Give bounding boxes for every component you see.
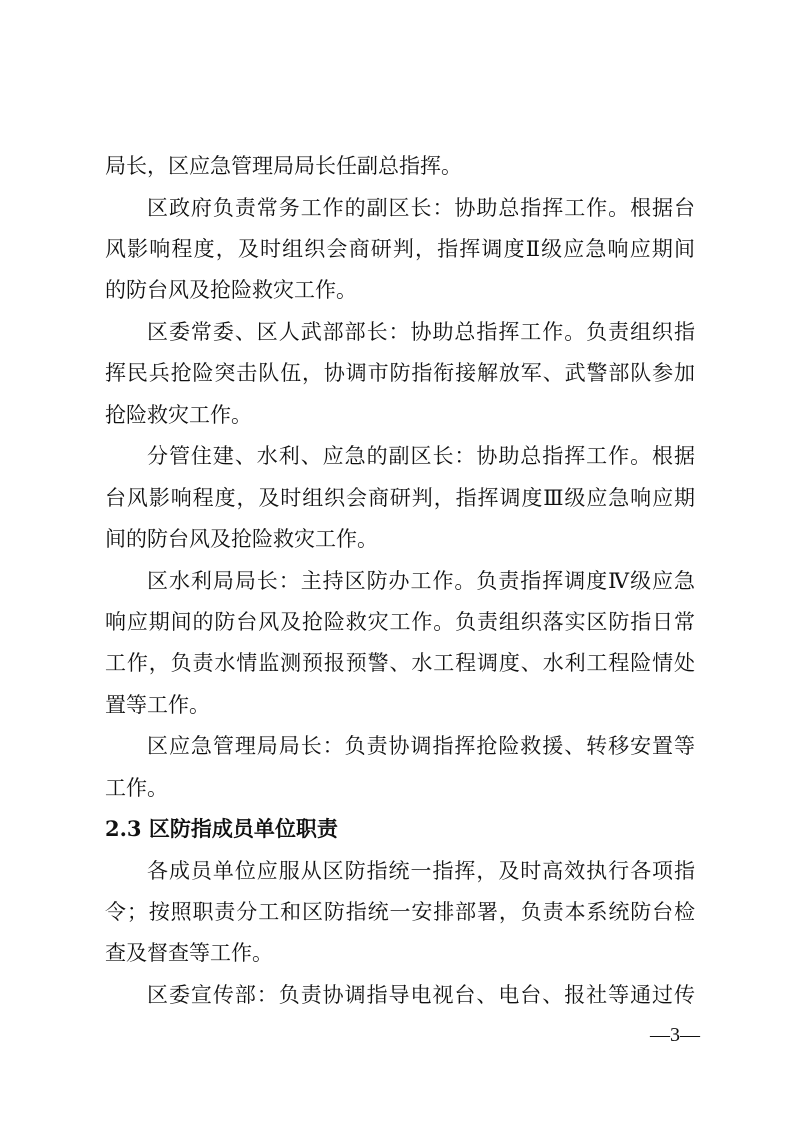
page-number: —3— (650, 1024, 700, 1046)
paragraph-line: 挥民兵抢险突击队伍，协调市防指衔接解放军、武警部队参加 (105, 361, 695, 385)
paragraph-line: 查及督查等工作。 (105, 941, 273, 965)
paragraph-line: 区水利局局长：主持区防办工作。负责指挥调度Ⅳ级应急 (147, 569, 695, 593)
paragraph-line: 风影响程度，及时组织会商研判，指挥调度Ⅱ级应急响应期间 (105, 237, 695, 261)
paragraph-line: 区应急管理局局长：负责协调指挥抢险救援、转移安置等 (147, 734, 695, 758)
paragraph-line: 局长，区应急管理局局长任副总指挥。 (105, 154, 462, 178)
paragraph-line: 分管住建、水利、应急的副区长：协助总指挥工作。根据 (147, 444, 695, 468)
paragraph-line: 抢险救灾工作。 (105, 403, 252, 427)
paragraph-line: 区委常委、区人武部部长：协助总指挥工作。负责组织指 (147, 320, 695, 344)
paragraph-line: 响应期间的防台风及抢险救灾工作。负责组织落实区防指日常 (105, 610, 695, 634)
paragraph-line: 区委宣传部：负责协调指导电视台、电台、报社等通过传 (147, 983, 695, 1007)
paragraph-line: 令；按照职责分工和区防指统一安排部署，负责本系统防台检 (105, 900, 695, 924)
paragraph-line: 的防台风及抢险救灾工作。 (105, 278, 357, 302)
paragraph-line: 置等工作。 (105, 693, 210, 717)
paragraph-line: 各成员单位应服从区防指统一指挥，及时高效执行各项指 (147, 859, 695, 883)
paragraph-line: 工作。 (105, 776, 168, 800)
paragraph-line: 间的防台风及抢险救灾工作。 (105, 527, 378, 551)
section-heading: 2.3 区防指成员单位职责 (105, 816, 338, 841)
paragraph-line: 台风影响程度，及时组织会商研判，指挥调度Ⅲ级应急响应期 (105, 486, 695, 510)
paragraph-line: 区政府负责常务工作的副区长：协助总指挥工作。根据台 (147, 196, 695, 220)
paragraph-line: 工作，负责水情监测预报预警、水工程调度、水利工程险情处 (105, 651, 695, 675)
